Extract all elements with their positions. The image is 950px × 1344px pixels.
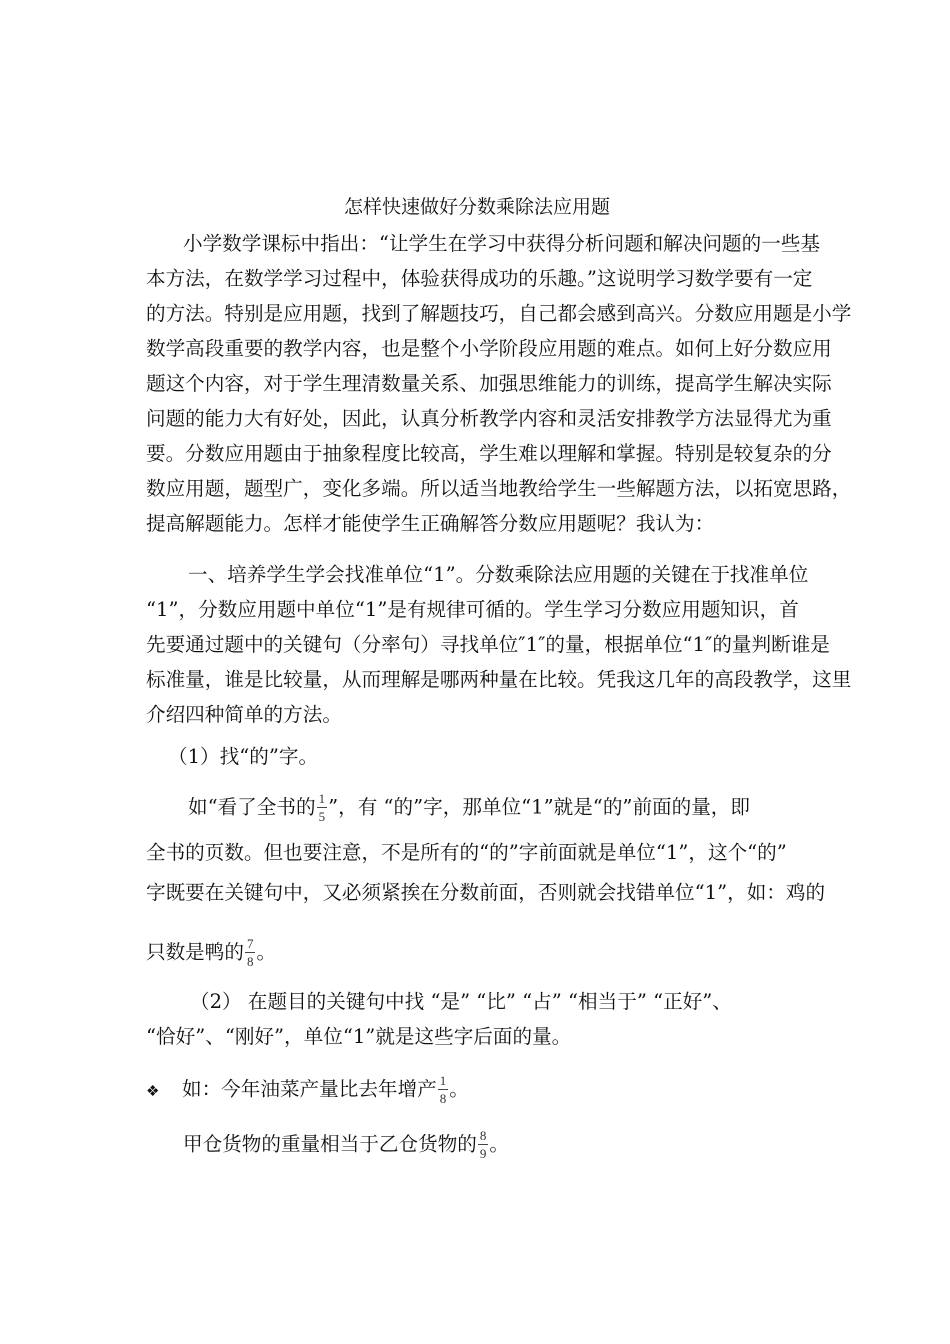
intro-line-2: 本方法，在数学学习过程中，体验获得成功的乐趣。”这说明学习数学要有一定 xyxy=(146,267,813,290)
fraction xyxy=(317,792,328,824)
fraction-denominator: 5 xyxy=(318,809,326,824)
diamond-bullet-icon: ❖ xyxy=(146,1081,160,1100)
intro-line-5: 题这个内容，对于学生理清数量关系、加强思维能力的训练，提高学生解决实际 xyxy=(146,372,832,395)
section1-line-4: 标准量，谁是比较量，从而理解是哪两种量在比较。凭我这几年的高段教学，这里 xyxy=(146,668,852,691)
fraction-numerator: 7 xyxy=(246,936,254,951)
intro-line-9: 提高解题能力。怎样才能使学生正确解答分数应用题呢？我认为： xyxy=(146,512,715,535)
section1-line-2: “1”，分数应用题中单位“1”是有规律可循的。学生学习分数应用题知识，首 xyxy=(146,598,799,621)
fraction-denominator: 9 xyxy=(479,1146,487,1161)
method2-example-2 xyxy=(183,1129,509,1161)
section1-line-3: 先要通过题中的关键句（分率句）寻找单位″1″的量，根据单位“1″的量判断谁是 xyxy=(146,633,830,656)
document-title: 怎样快速做好分数乘除法应用题 xyxy=(344,196,611,218)
text-run: 只数是鸭的 xyxy=(146,940,244,964)
method1-line-4 xyxy=(146,937,276,969)
intro-line-6: 问题的能力大有好处，因此，认真分析教学内容和灵活安排教学方法显得尤为重 xyxy=(146,407,832,430)
intro-line-1: 小学数学课标中指出：“让学生在学习中获得分析问题和解决问题的一些基 xyxy=(183,232,821,255)
method1-heading: （1）找“的”字。 xyxy=(168,745,319,768)
method1-example-line xyxy=(188,792,750,824)
method2-line-1: （2） 在题目的关键句中找 “是” “比” “占” “相当于” “正好”、 xyxy=(190,990,732,1013)
fraction-numerator: 1 xyxy=(318,791,326,806)
intro-line-3: 的方法。特别是应用题，找到了解题技巧，自己都会感到高兴。分数应用题是小学 xyxy=(146,302,852,325)
intro-line-7: 要。分数应用题由于抽象程度比较高，学生难以理解和掌握。特别是较复杂的分 xyxy=(146,442,832,465)
method1-line-3: 字既要在关键句中，又必须紧挨在分数前面，否则就会找错单位“1”，如：鸡的 xyxy=(146,881,826,904)
text-run: 。 xyxy=(489,1132,509,1156)
fraction xyxy=(438,1074,449,1106)
method1-line-2: 全书的页数。但也要注意，不是所有的“的”字前面就是单位“1”，这个“的” xyxy=(146,841,787,864)
text-run: 。 xyxy=(449,1077,469,1101)
section1-line-5: 介绍四种简单的方法。 xyxy=(146,703,342,726)
text-run: 。 xyxy=(256,940,277,964)
method2-line-2: “恰好”、“刚好”，单位“1”就是这些字后面的量。 xyxy=(146,1025,572,1048)
text-run: 如：今年油菜产量比去年增产 xyxy=(182,1077,437,1101)
text-run: 甲仓货物的重量相当于乙仓货物的 xyxy=(183,1132,477,1156)
text-run: ”，有 “的”字，那单位“1”就是“的”前面的量，即 xyxy=(328,795,750,819)
fraction-denominator: 8 xyxy=(246,954,254,969)
fraction-denominator: 8 xyxy=(439,1091,447,1106)
method2-example-1 xyxy=(146,1074,469,1106)
fraction xyxy=(478,1129,489,1161)
text-run: 如“看了全书的 xyxy=(188,795,316,819)
section1-line-1: 一、培养学生学会找准单位“1”。分数乘除法应用题的关键在于找准单位 xyxy=(188,563,809,586)
intro-line-8: 数应用题，题型广，变化多端。所以适当地教给学生一些解题方法，以拓宽思路， xyxy=(146,477,852,500)
fraction-numerator: 8 xyxy=(479,1128,487,1143)
fraction-numerator: 1 xyxy=(439,1073,447,1088)
fraction xyxy=(245,937,256,969)
intro-line-4: 数学高段重要的教学内容，也是整个小学阶段应用题的难点。如何上好分数应用 xyxy=(146,337,832,360)
